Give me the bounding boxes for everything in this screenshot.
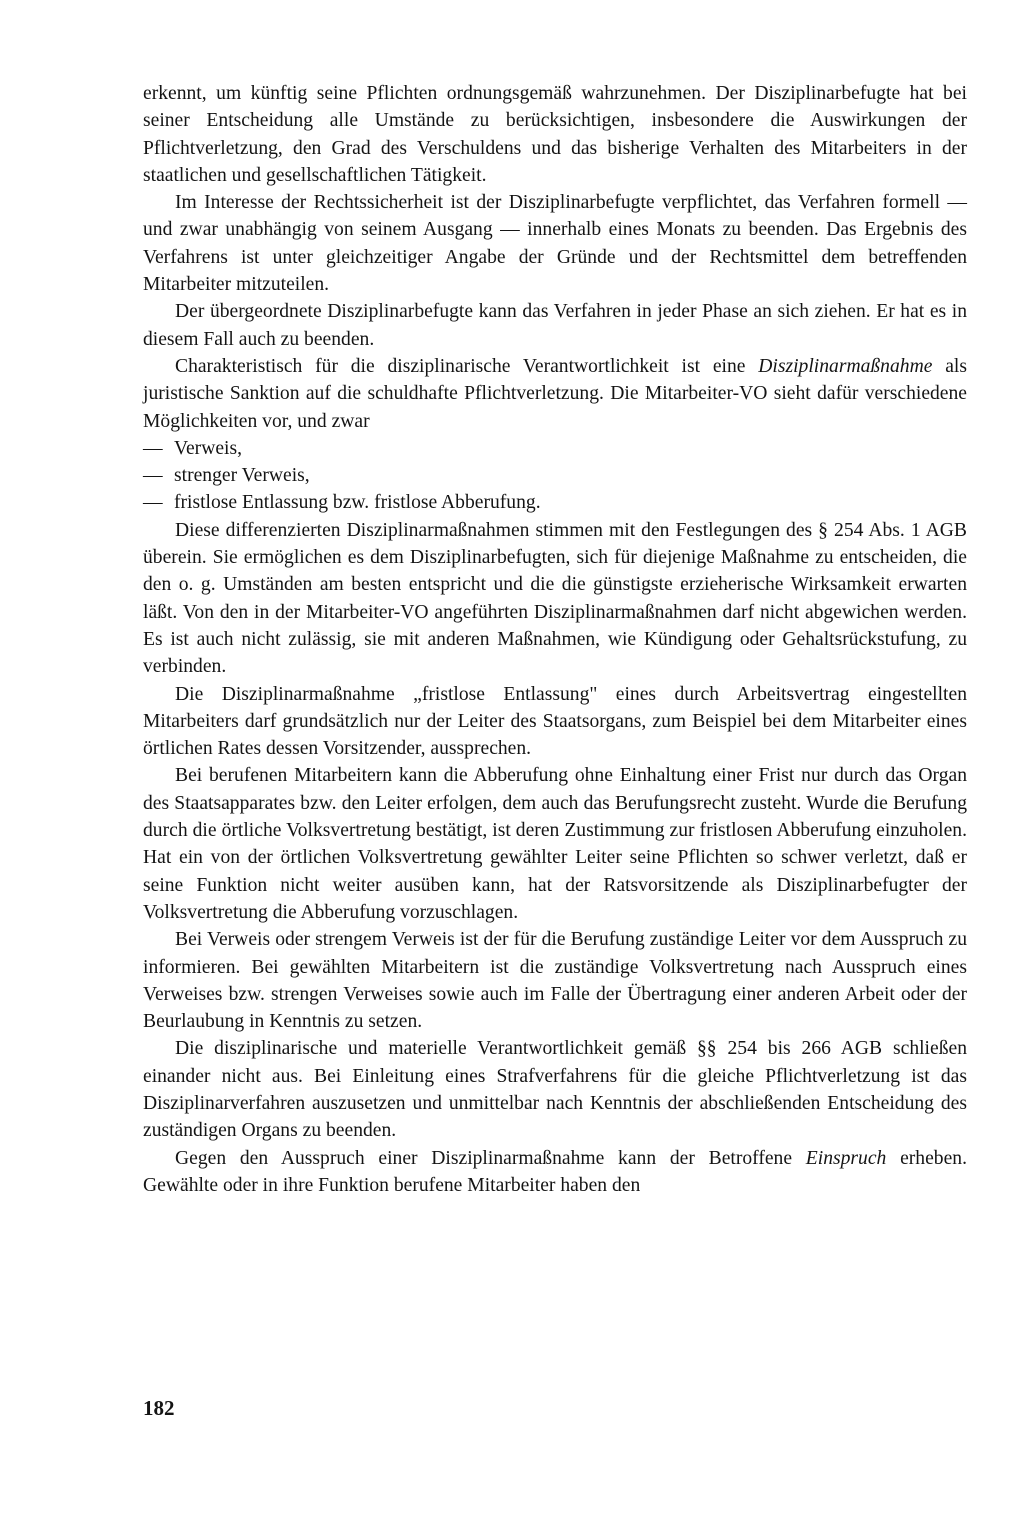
paragraph-1: erkennt, um künftig seine Pflichten ordnungsgemäß wahrzunehmen. Der Disziplinarbefugte hat bei seiner Entscheidung alle Umstände zu berücksichtigen, insbesondere die Auswirkungen der Pflichtverletzung, den Grad des Verschuldens und das bisherige Verhalten des Mitarbeiters in der staatlichen und gesellschaftlichen Tätigkeit. <box>143 83 967 186</box>
page-body <box>143 80 967 1199</box>
paragraph-8: Bei Verweis oder strengem Verweis ist der für die Berufung zuständige Leiter vor dem Ausspruch zu informieren. Bei gewählten Mitarbeitern ist die zuständige Volksvertretung nach Ausspruch eines Verweises bzw. strengen Verweises sowie auch im Falle der Übertragung einer anderen Arbeit oder der Beurlaubung in Kenntnis zu setzen. <box>143 929 967 1033</box>
paragraph-4 <box>143 353 967 435</box>
term-einspruch: Einspruch <box>805 1147 887 1169</box>
paragraph-4-text-b: als juristische Sanktion auf die schuldhafte Pflichtverletzung. Die Mitarbeiter-VO sieht dafür verschiedene Möglichkeiten vor, und zwar <box>143 355 967 432</box>
paragraph-5: Diese differenzierten Disziplinarmaßnahmen stimmen mit den Festlegungen des § 254 Abs. 1 AGB überein. Sie ermöglichen es dem Disziplinarbefugten, sich für diejenige Maßnahme zu entscheiden, die den o. g. Umständen am besten entspricht und die die günstigste erzieherische Wirksamkeit erwarten läßt. Von den in der Mitarbeiter-VO angeführten Disziplinarmaßnahmen darf nicht abgewichen werden. Es ist auch nicht zulässig, sie mit anderen Maßnahmen, wie Kündigung oder Gehaltsrückstufung, zu verbinden. <box>143 519 967 678</box>
paragraph-6: Die Disziplinarmaßnahme „fristlose Entlassung" eines durch Arbeitsvertrag eingestellten Mitarbeiters darf grundsätzlich nur der Leiter des Staatsorgans, zum Beispiel bei dem Mitarbeiter eines örtlichen Rates dessen Vorsitzender, aussprechen. <box>143 683 967 760</box>
page-number: 182 <box>143 1396 175 1420</box>
paragraph-10-text-a: Gegen den Ausspruch einer Disziplinarmaßnahme kann der Betroffene <box>175 1147 806 1169</box>
dash-bullet: — <box>143 437 163 459</box>
list-item <box>143 462 967 489</box>
paragraph-7: Bei berufenen Mitarbeitern kann die Abberufung ohne Einhaltung einer Frist nur durch das Organ des Staatsapparates bzw. den Leiter erfolgen, dem auch das Berufungsrecht zusteht. Wurde die Berufung durch die örtliche Volksvertretung bestätigt, ist deren Zustimmung zur fristlosen Abberufung einzuholen. Hat ein von der örtlichen Volksvertretung gewählter Leiter seine Pflichten so schwer verletzt, daß er seine Funktion nicht weiter ausüben kann, hat der Ratsvorsitzende als Disziplinarbefugter der Volksvertretung die Abberufung vorzuschlagen. <box>143 765 967 923</box>
dash-bullet: — <box>143 465 163 487</box>
paragraph-2: Im Interesse der Rechtssicherheit ist der Disziplinarbefugte verpflichtet, das Verfahren formell — und zwar unabhängig von seinem Ausgang — innerhalb eines Monats zu beenden. Das Ergebnis des Verfahrens ist unter gleichzeitiger Angabe der Gründe und der Rechtsmittel dem betreffenden Mitarbeiter mitzuteilen. <box>143 192 967 296</box>
paragraph-9: Die disziplinarische und materielle Verantwortlichkeit gemäß §§ 254 bis 266 AGB schließen einander nicht aus. Bei Einleitung eines Strafverfahrens für die gleiche Pflichtverletzung ist das Disziplinarverfahren auszusetzen und unmittelbar nach Kenntnis der abschließenden Entscheidung des zuständigen Organs zu beenden. <box>143 1038 967 1142</box>
paragraph-4-text-a: Charakteristisch für die disziplinarische Verantwortlichkeit ist eine <box>175 355 759 377</box>
list-item-text: Verweis, <box>174 437 243 459</box>
list-item-text: fristlose Entlassung bzw. fristlose Abberufung. <box>174 492 541 514</box>
measures-list <box>143 435 967 517</box>
list-item <box>143 489 967 516</box>
paragraph-10 <box>143 1145 967 1200</box>
paragraph-3: Der übergeordnete Disziplinarbefugte kann das Verfahren in jeder Phase an sich ziehen. Er hat es in diesem Fall auch zu beenden. <box>143 301 967 350</box>
list-item <box>143 435 967 462</box>
list-item-text: strenger Verweis, <box>174 465 310 487</box>
term-disziplinarmassnahme: Disziplinarmaßnahme <box>758 355 933 377</box>
paragraph-10-text-b: erheben. Gewählte oder in ihre Funktion berufene Mitarbeiter haben den <box>143 1147 967 1196</box>
dash-bullet: — <box>143 492 163 514</box>
